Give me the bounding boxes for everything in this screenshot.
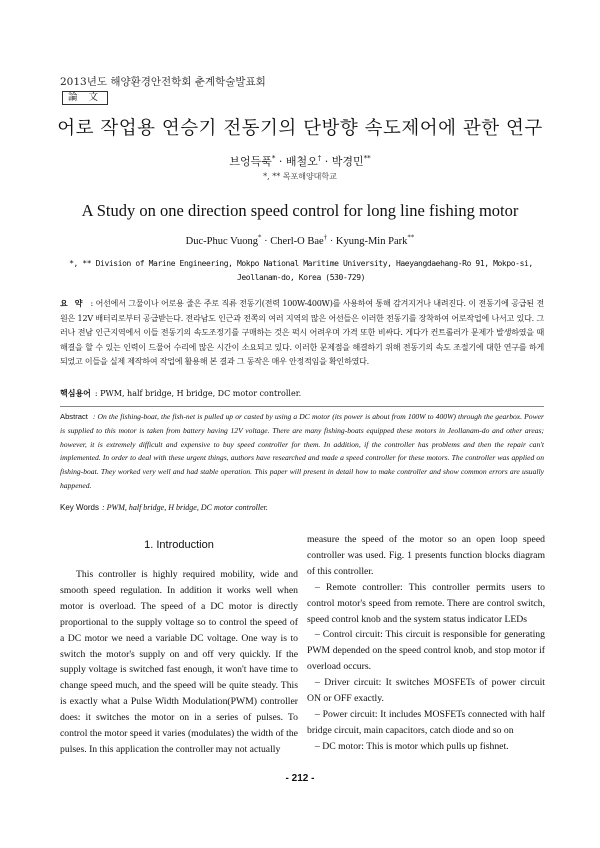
author-name: Kyung-Min Park bbox=[335, 236, 408, 247]
abstract-english-label: Abstract bbox=[60, 412, 88, 421]
keywords-english-label: Key Words bbox=[60, 503, 99, 512]
affiliation-korean: *, ** 목포해양대학교 bbox=[263, 172, 337, 181]
author-mark: † bbox=[323, 233, 328, 242]
abstract-korean-text: : 어선에서 그물이나 어로용 줄은 주로 직류 전동기(전력 100W-400W)를 사용하여 통해 감겨지거나 내려진다. 이 전동기에 공급된 전원은 12V 배터리로부터 공급받는다. 전라남도 인근과 전쪽의 여러 지역의 많은 어선들은 이러한 전동기를 장착하여 어로작업에 나서고 있다. 그러나 전남 인근지역에서 이들 전동기의 속도조정기를 구매하는 것은 퍽시 어려우며 가격 또한 비싸다. 게다가 컨트롤러가 문제가 발생하였을 때 해결을 할 수 있는 인력이 드물어 수리에 많은 시간이 소요되고 있다. 이러한 문제점을 해결하기 위해 전동기의 속도 조절기에 대한 연구를 하게 되었고 이들을 실제 제작하여 작업에 활용해 본 결과 그 동작은 매우 안정적임을 확인하였다. bbox=[60, 299, 544, 366]
affiliation-english: *, ** Division of Marine Engineering, Mokpo National Maritime University, Haeyangdaehang-Ro 91, Mokpo-si, Jeollanam-do, Korea (530-729) bbox=[69, 259, 533, 282]
list-item: – Driver circuit: It switches MOSFETs of power circuit ON or OFF exactly. bbox=[307, 677, 545, 705]
author-name: 브엉득푹 bbox=[229, 155, 272, 168]
section-heading: 1. Introduction bbox=[144, 539, 214, 551]
keywords-korean-text: : PWM, half bridge, H bridge, DC motor controller. bbox=[94, 389, 302, 398]
author-name: Duc-Phuc Vuong bbox=[185, 236, 259, 247]
title-korean: 어로 작업용 연승기 전동기의 단방향 속도제어에 관한 연구 bbox=[57, 118, 543, 139]
author-mark: * bbox=[271, 154, 276, 163]
list-item: – DC motor: This is motor which pulls up fishnet. bbox=[315, 740, 509, 752]
body-column-left bbox=[60, 567, 298, 758]
list-item: – Remote controller: This controller permits users to control motor's speed from remote. There are control switch, speed control knob and the system status indicator LEDs bbox=[307, 581, 545, 625]
authors-korean bbox=[0, 153, 600, 169]
abstract-korean bbox=[60, 296, 544, 370]
conference-name: 2013년도 해양환경안전학회 춘계학술발표회 bbox=[60, 76, 266, 88]
page-number: - 212 - bbox=[285, 773, 315, 784]
author-name: 박경민 bbox=[331, 155, 364, 168]
abstract-english-text: : On the fishing-boat, the fish-net is pulled up or casted by using a DC motor (its power is about from 100W to 400W) through the gearbox. Power is supplied to this motor is taken from battery having 12V voltage. There are many fishing-boats equipped these motors in Jeollanam-do and other areas; however, it is extremely difficult and expensive to buy speed controller for them. In addition, if the controller has problems and then the repair can't implemented. In order to deal with these urgent things, authors have researched and made a speed controller for these motors. The controller was applied on fishing-boat. They worked very well and had stable operation. This paper will present in detail how to make controller and show common errors are usually happened. bbox=[60, 412, 544, 490]
authors-english bbox=[0, 233, 600, 247]
keywords-korean-label: 핵심용어 bbox=[60, 388, 91, 398]
author-mark: * bbox=[258, 233, 262, 242]
body-paragraph: measure the speed of the motor so an open loop speed controller was used. Fig. 1 presents function blocks diagram of this controller. bbox=[307, 534, 545, 577]
keywords-korean bbox=[60, 388, 301, 399]
keywords-english bbox=[60, 503, 268, 512]
author-mark: ** bbox=[407, 233, 415, 242]
section-divider bbox=[60, 406, 544, 407]
author-name: 배철오 bbox=[285, 155, 318, 168]
list-item: – Control circuit: This circuit is responsible for generating PWM depended on the speed control knob, and stop motor if overload occurs. bbox=[307, 629, 545, 673]
title-english: A Study on one direction speed control for long line fishing motor bbox=[81, 201, 519, 220]
author-separator: · bbox=[264, 236, 268, 247]
paper-type-tag: 論 文 bbox=[62, 91, 108, 105]
author-mark: ** bbox=[363, 154, 371, 163]
body-paragraph: This controller is highly required mobility, wide and smooth speed regulation. In addition it works well when motor is overload. The speed of a DC motor is directly proportional to the supply voltage so to control the speed of a DC motor we need a variable DC voltage. One way is to switch the motor's supply on and off very quickly. If the supply voltage is switched fast enough, it won't have time to change speed much, and the speed will be quite steady. This is exactly what a Pulse Width Modulation(PWM) controller does: it switches the motor on in a series of pulses. To control the motor speed it varies (modulates) the width of the pulses. In this application the controller may not actually bbox=[60, 569, 298, 755]
author-mark: † bbox=[317, 154, 322, 163]
author-separator: · bbox=[278, 155, 283, 168]
abstract-english bbox=[60, 410, 544, 493]
abstract-korean-label: 요 약 bbox=[60, 298, 85, 308]
author-name: Cherl-O Bae bbox=[270, 236, 324, 247]
author-separator: · bbox=[329, 236, 334, 247]
keywords-english-text: : PWM, half bridge, H bridge, DC motor controller. bbox=[101, 503, 268, 512]
body-column-right bbox=[307, 532, 545, 755]
author-separator: · bbox=[324, 155, 329, 168]
list-item: – Power circuit: It includes MOSFETs connected with half bridge circuit, main capacitors, catch diode and so on bbox=[307, 708, 545, 736]
